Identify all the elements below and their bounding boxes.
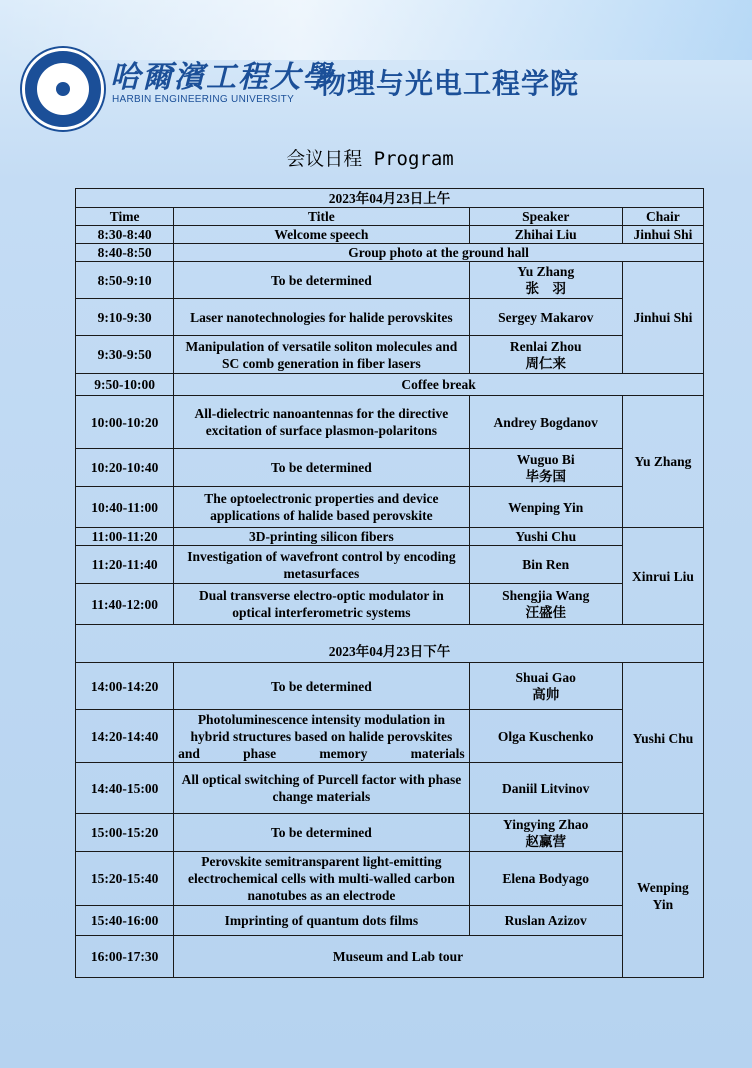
speaker-name-en: Shuai Gao xyxy=(515,670,576,685)
title-cell: Imprinting of quantum dots films xyxy=(174,906,469,936)
speaker-cell: Olga Kuschenko xyxy=(469,710,622,763)
title-cell: 3D-printing silicon fibers xyxy=(174,528,469,546)
seal-center-emblem xyxy=(56,82,70,96)
table-row xyxy=(76,763,704,814)
title-cell: To be determined xyxy=(174,449,469,487)
chair-cell: Jinhui Shi xyxy=(622,226,703,244)
time-cell: 8:30-8:40 xyxy=(76,226,174,244)
column-header-chair: Chair xyxy=(622,208,703,226)
speaker-name-cn: 汪盛佳 xyxy=(525,605,566,620)
university-name-cn: 哈爾濱工程大學 xyxy=(110,60,334,95)
title-cell: To be determined xyxy=(174,814,469,852)
time-cell: 10:20-10:40 xyxy=(76,449,174,487)
session-date-afternoon: 2023年04月23日下午 xyxy=(76,625,704,663)
chair-cell: Jinhui Shi xyxy=(622,262,703,374)
speaker-cell: Ruslan Azizov xyxy=(469,906,622,936)
speaker-name-en: Shengjia Wang xyxy=(502,588,590,603)
table-row xyxy=(76,814,704,852)
time-cell: 8:50-9:10 xyxy=(76,262,174,299)
time-cell: 14:00-14:20 xyxy=(76,663,174,710)
title-cell: To be determined xyxy=(174,262,469,299)
column-header-title: Title xyxy=(174,208,469,226)
column-header-row xyxy=(76,208,704,226)
table-row xyxy=(76,374,704,396)
speaker-cell xyxy=(469,262,622,299)
speaker-cell xyxy=(469,663,622,710)
table-row xyxy=(76,584,704,625)
title-cell: Museum and Lab tour xyxy=(174,936,623,978)
speaker-cell: Andrey Bogdanov xyxy=(469,396,622,449)
column-header-time: Time xyxy=(76,208,174,226)
table-row xyxy=(76,262,704,299)
table-row xyxy=(76,299,704,336)
program-table xyxy=(75,188,704,978)
speaker-cell xyxy=(469,584,622,625)
time-cell: 9:50-10:00 xyxy=(76,374,174,396)
speaker-name-en: Yingying Zhao xyxy=(503,816,589,832)
table-row xyxy=(76,906,704,936)
session-date-row xyxy=(76,625,704,663)
time-cell: 9:10-9:30 xyxy=(76,299,174,336)
time-cell: 15:40-16:00 xyxy=(76,906,174,936)
speaker-name-cn: 高帅 xyxy=(532,687,560,702)
title-cell: Welcome speech xyxy=(174,226,469,244)
table-row xyxy=(76,936,704,978)
seal-year: 1953 xyxy=(51,103,75,112)
time-cell: 10:00-10:20 xyxy=(76,396,174,449)
column-header-speaker: Speaker xyxy=(469,208,622,226)
speaker-cell: Wenping Yin xyxy=(469,487,622,528)
time-cell: 8:40-8:50 xyxy=(76,244,174,262)
time-cell: 16:00-17:30 xyxy=(76,936,174,978)
table-row xyxy=(76,546,704,584)
university-name-en: HARBIN ENGINEERING UNIVERSITY xyxy=(112,94,295,105)
time-cell: 14:20-14:40 xyxy=(76,710,174,763)
time-cell: 15:20-15:40 xyxy=(76,852,174,906)
table-row xyxy=(76,336,704,374)
table-row xyxy=(76,244,704,262)
speaker-name-cn: 赵赢营 xyxy=(525,833,566,849)
speaker-cell: Zhihai Liu xyxy=(469,226,622,244)
chair-cell: Yushi Chu xyxy=(622,663,703,814)
speaker-name-cn: 周仁来 xyxy=(525,355,566,371)
speaker-cell xyxy=(469,814,622,852)
table-row xyxy=(76,226,704,244)
table-row xyxy=(76,396,704,449)
speaker-cell: Elena Bodyago xyxy=(469,852,622,906)
speaker-name-en: Renlai Zhou xyxy=(509,338,582,354)
speaker-name-cn: 张 羽 xyxy=(525,281,566,296)
page-title: 会议日程 Program xyxy=(286,148,454,170)
speaker-cell: Daniil Litvinov xyxy=(469,763,622,814)
table-row xyxy=(76,487,704,528)
speaker-name-en: Yu Zhang xyxy=(517,264,575,279)
title-cell: Laser nanotechnologies for halide perovskites xyxy=(174,299,469,336)
chair-cell: Yu Zhang xyxy=(622,396,703,528)
title-cell: Investigation of wavefront control by encoding metasurfaces xyxy=(174,546,469,584)
title-cell: All-dielectric nanoantennas for the directive excitation of surface plasmon-polaritons xyxy=(174,396,469,449)
table-row xyxy=(76,663,704,710)
table-row xyxy=(76,710,704,763)
time-cell: 11:20-11:40 xyxy=(76,546,174,584)
speaker-cell xyxy=(469,336,622,374)
speaker-cell: Bin Ren xyxy=(469,546,622,584)
title-cell: Manipulation of versatile soliton molecules and SC comb generation in fiber lasers xyxy=(174,336,469,374)
title-cell: Perovskite semitransparent light-emitting electrochemical cells with multi-walled carbon nanotubes as an electrode xyxy=(174,852,469,906)
table-row xyxy=(76,852,704,906)
title-cell: The optoelectronic properties and device applications of halide based perovskite xyxy=(174,487,469,528)
title-cell: Group photo at the ground hall xyxy=(174,244,704,262)
speaker-cell: Sergey Makarov xyxy=(469,299,622,336)
speaker-cell: Yushi Chu xyxy=(469,528,622,546)
time-cell: 11:00-11:20 xyxy=(76,528,174,546)
page-header xyxy=(0,0,752,130)
school-name-cn: 物理与光电工程学院 xyxy=(318,67,580,100)
chair-cell: Wenping Yin xyxy=(622,814,703,978)
table-row xyxy=(76,528,704,546)
time-cell: 15:00-15:20 xyxy=(76,814,174,852)
title-cell: Dual transverse electro-optic modulator in optical interferometric systems xyxy=(174,584,469,625)
chair-cell: Xinrui Liu xyxy=(622,528,703,625)
session-date-row xyxy=(76,189,704,208)
time-cell: 11:40-12:00 xyxy=(76,584,174,625)
title-cell: Photoluminescence intensity modulation in hybrid structures based on halide perovskites and phase memory materials xyxy=(174,710,469,763)
time-cell: 9:30-9:50 xyxy=(76,336,174,374)
time-cell: 14:40-15:00 xyxy=(76,763,174,814)
title-cell: To be determined xyxy=(174,663,469,710)
speaker-name-cn: 毕务国 xyxy=(525,468,566,484)
time-cell: 10:40-11:00 xyxy=(76,487,174,528)
speaker-name-en: Wuguo Bi xyxy=(516,451,575,467)
university-seal-icon xyxy=(22,48,104,130)
title-cell: All optical switching of Purcell factor with phase change materials xyxy=(174,763,469,814)
title-cell: Coffee break xyxy=(174,374,704,396)
speaker-cell xyxy=(469,449,622,487)
session-date-morning: 2023年04月23日上午 xyxy=(76,189,704,208)
table-row xyxy=(76,449,704,487)
